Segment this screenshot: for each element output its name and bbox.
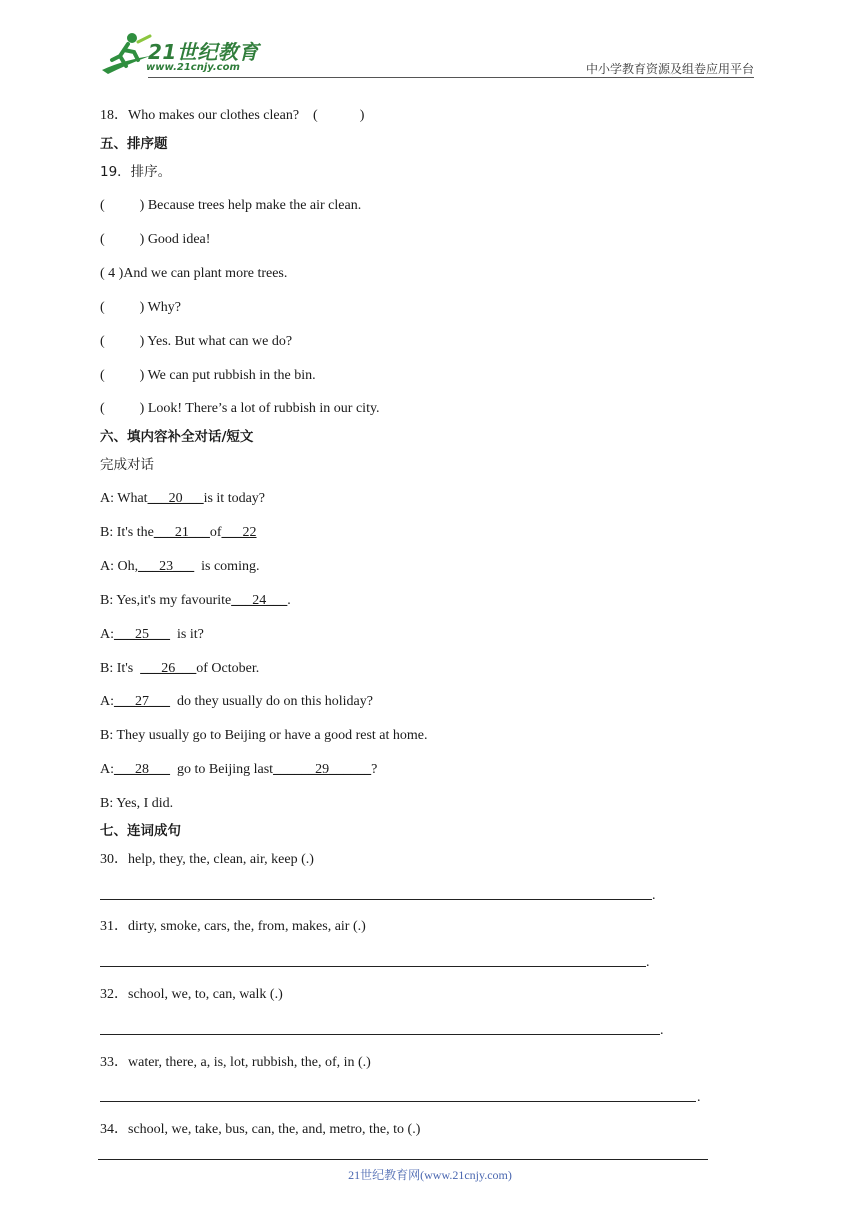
answer-line [100,1034,660,1035]
section-6-subtitle: 完成对话 [100,457,154,473]
question-32: 32．school, we, to, can, walk (.) [100,987,283,1002]
dialogue-line: A:___27___ do they usually do on this holiday? [100,694,373,709]
dialogue-line: A: What___20___is it today? [100,491,266,506]
ordering-item: ( ) Why? [100,300,181,315]
dialogue-line: A:___25___ is it? [100,627,204,642]
answer-line [100,966,646,967]
dialogue-line: B: They usually go to Beijing or have a good rest at home. [100,728,428,743]
answer-period: . [697,1090,701,1105]
platform-name: 中小学教育资源及组卷应用平台 [585,62,754,76]
logo [98,30,268,78]
section-5-title: 五、排序题 [100,136,168,152]
page-header [98,30,754,78]
dialogue-line: B: It's the___21___of___22 [100,525,257,540]
footer-source: 21世纪教育网(www.21cnjy.com) [348,1168,512,1182]
question-18: 18．Who makes our clothes clean? ( ) [100,108,365,123]
section-6-title: 六、填内容补全对话/短文 [100,429,254,445]
footer-divider [98,1159,708,1160]
answer-line [100,1101,696,1102]
ordering-item: ( ) Yes. But what can we do? [100,334,293,349]
answer-period: . [660,1023,664,1038]
question-33: 33．water, there, a, is, lot, rubbish, the, of, in (.) [100,1055,371,1070]
header-divider [148,77,754,78]
question-31: 31．dirty, smoke, cars, the, from, makes, air (.) [100,919,366,934]
section-7-title: 七、连词成句 [100,823,181,839]
answer-period: . [646,955,650,970]
ordering-item: ( ) We can put rubbish in the bin. [100,368,316,383]
brand-name: 21世纪教育 [148,40,259,64]
dialogue-line: B: Yes, I did. [100,796,174,811]
dialogue-line: B: Yes,it's my favourite___24___. [100,593,291,608]
dialogue-line: A: Oh,___23___ is coming. [100,559,260,574]
answer-line [100,899,652,900]
ordering-item: ( ) Because trees help make the air clean. [100,198,362,213]
brand-url: www.21cnjy.com [146,62,240,73]
question-30: 30．help, they, the, clean, air, keep (.) [100,852,314,867]
dialogue-line: A:___28___ go to Beijing last______29______? [100,762,378,777]
ordering-item: ( 4 )And we can plant more trees. [100,266,288,281]
ordering-item: ( ) Good idea! [100,232,211,247]
question-19-label: 19．排序。 [100,164,172,180]
ordering-item: ( ) Look! There’s a lot of rubbish in our city. [100,401,380,416]
dialogue-line: B: It's ___26___of October. [100,661,260,676]
answer-period: . [652,888,656,903]
question-34: 34．school, we, take, bus, can, the, and, metro, the, to (.) [100,1122,421,1137]
